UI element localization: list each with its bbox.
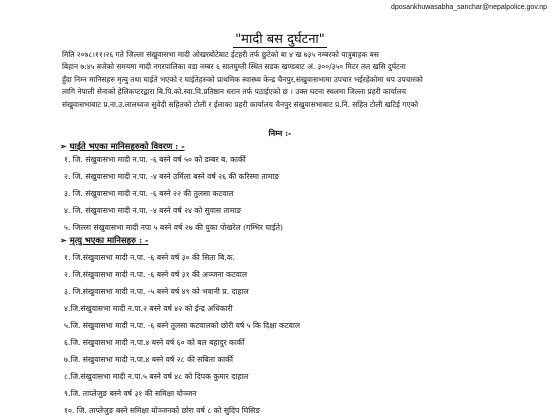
- list-item: ८.जि.संखुवासभा मादी न.पा.५ बस्ने वर्ष ४८ को दिपक कुमार दाहाल: [64, 372, 249, 381]
- list-item: ९.जि. ताप्लेजुङ बस्ने वर्ष ३१ की समिक्षा योञ्जन: [64, 389, 197, 398]
- dead-list: [64, 249, 300, 419]
- arrow-bullet-icon: ➢: [60, 235, 67, 245]
- paragraph-line: लागि नेपाली सेनाको हेलिकप्टरद्वारा बि.पि.को.स्वा.वि.प्रतिष्ठान धरान तर्फ पठाईएको छ । उक्त घटना स्थलमा जिल्ला प्रहरी कार्यालय: [62, 87, 407, 97]
- list-item: २. जि.संखुवासभा मादी न.पा. -६ बस्ने वर्ष ३१ की अञ्जना कटवाल: [64, 270, 247, 279]
- paragraph-line: बिहान ७:४५ बजेको समयमा मादी नगरपालिका वडा नम्बर ६ सातघुम्ती स्थित सडक खण्डबाट अं. ३००/३५० मिटर तल खसि दुर्घटना: [62, 62, 406, 72]
- list-header: निम्न :-: [268, 128, 292, 138]
- dead-heading-text: मृत्यु भएका मानिसहरु : -: [69, 235, 149, 245]
- list-item: ७.जि. संखुवासभा मादी न.पा.४ बस्ने वर्ष २८ की सबिता कार्की: [64, 355, 233, 364]
- list-item: ४. जि. संखुवासभा मादी न.पा. -४ बस्ने वर्ष २४ को सुवास तामाङ: [64, 206, 242, 215]
- document-title-text: "मादी बस दुर्घटना": [235, 32, 325, 47]
- list-item: १०. जि. ताप्लेजुङ बस्ने समिक्षा योञ्जनको छोरा वर्ष ८ को सुदिप घिसिङ: [64, 406, 261, 415]
- paragraph-line: मिति २०७८।११।२६ गते जिल्ला संखुवासभा मादी ओखरबोटेबाट ईटहरी तर्फ छुटेको बा ४ ख ७३५ नम्बरको यात्रुबाहक बस: [62, 50, 379, 59]
- sender-email: dposankhuwasabha_sanchar@nepalpolice.gov.np: [391, 4, 548, 11]
- injured-list: [64, 151, 283, 236]
- list-item: ५. जिल्ला संखुवासभा मादी नपा ५ बस्ने वर्ष २७ की युका पोखरेल (गम्भिर घाईते): [64, 223, 283, 232]
- list-item: ३. जि. संखुवासभा मादी न.पा. -६ बस्ने २२ की तुलसा कटवाल: [64, 189, 234, 198]
- dead-section-heading: [60, 235, 148, 246]
- list-item: ५.जि. संखुवासभा मादी न.पा. -६ बस्ने तुलसा कटवालको छोरी वर्ष ५ कि दिक्षा कटवाल: [64, 321, 301, 330]
- paragraph-line: संखुवासभाबाट प्र.ना.उ.लालध्वज सुवेदी सहितको टोली र ईलाका प्रहरी कार्यालय चैनपुर संखुवासभाबाट प्र.नि. सहित टोली खटिई गएको: [62, 99, 419, 109]
- list-item: १. जि. संखुवासभा मादी न.पा. -६ बस्ने वर्ष ५० को डम्बर ब. कार्की: [64, 155, 246, 164]
- arrow-bullet-icon: ➢: [60, 141, 67, 151]
- list-item: ३. जि.संखुवासभा मादी न.पा. -५ बस्ने वर्ष ४९ को भवानी प्र. दाहाल: [64, 287, 249, 296]
- injured-heading-text: घाईते भएका मानिसहरुको विवरण : -: [69, 141, 185, 151]
- report-paragraph: [62, 49, 505, 111]
- list-item: १. जि.संखुवासभा मादी न.पा. -६ बस्ने वर्ष ३० की सिता बि.क.: [64, 253, 235, 262]
- list-item: ६.जि. संखुवासभा मादी न.पा.४ बस्ने वर्ष ६० को बल बहादुर कार्की: [64, 338, 245, 347]
- list-item: २. जि. संखुवासभा मादी न.पा. -४ बस्ने उर्मिला बस्ने वर्ष २६ की करिस्मा तामाङ: [64, 172, 280, 181]
- document-title: [0, 29, 560, 47]
- paragraph-line: हुँदा निम्न मानिसहरु मृत्यु तथा घाईते भएको र घाईतेहरुको प्राथमिक स्वास्थ्य केन्द्र चैनपुर,संखुवासभामा उपचार भईरहेकोमा थप उपचारको: [62, 74, 423, 84]
- list-item: ४.जि.संखुवासभा मादी न.पा.२ बस्ने वर्ष ४२ को ईन्द्र अधिकारी: [64, 304, 233, 313]
